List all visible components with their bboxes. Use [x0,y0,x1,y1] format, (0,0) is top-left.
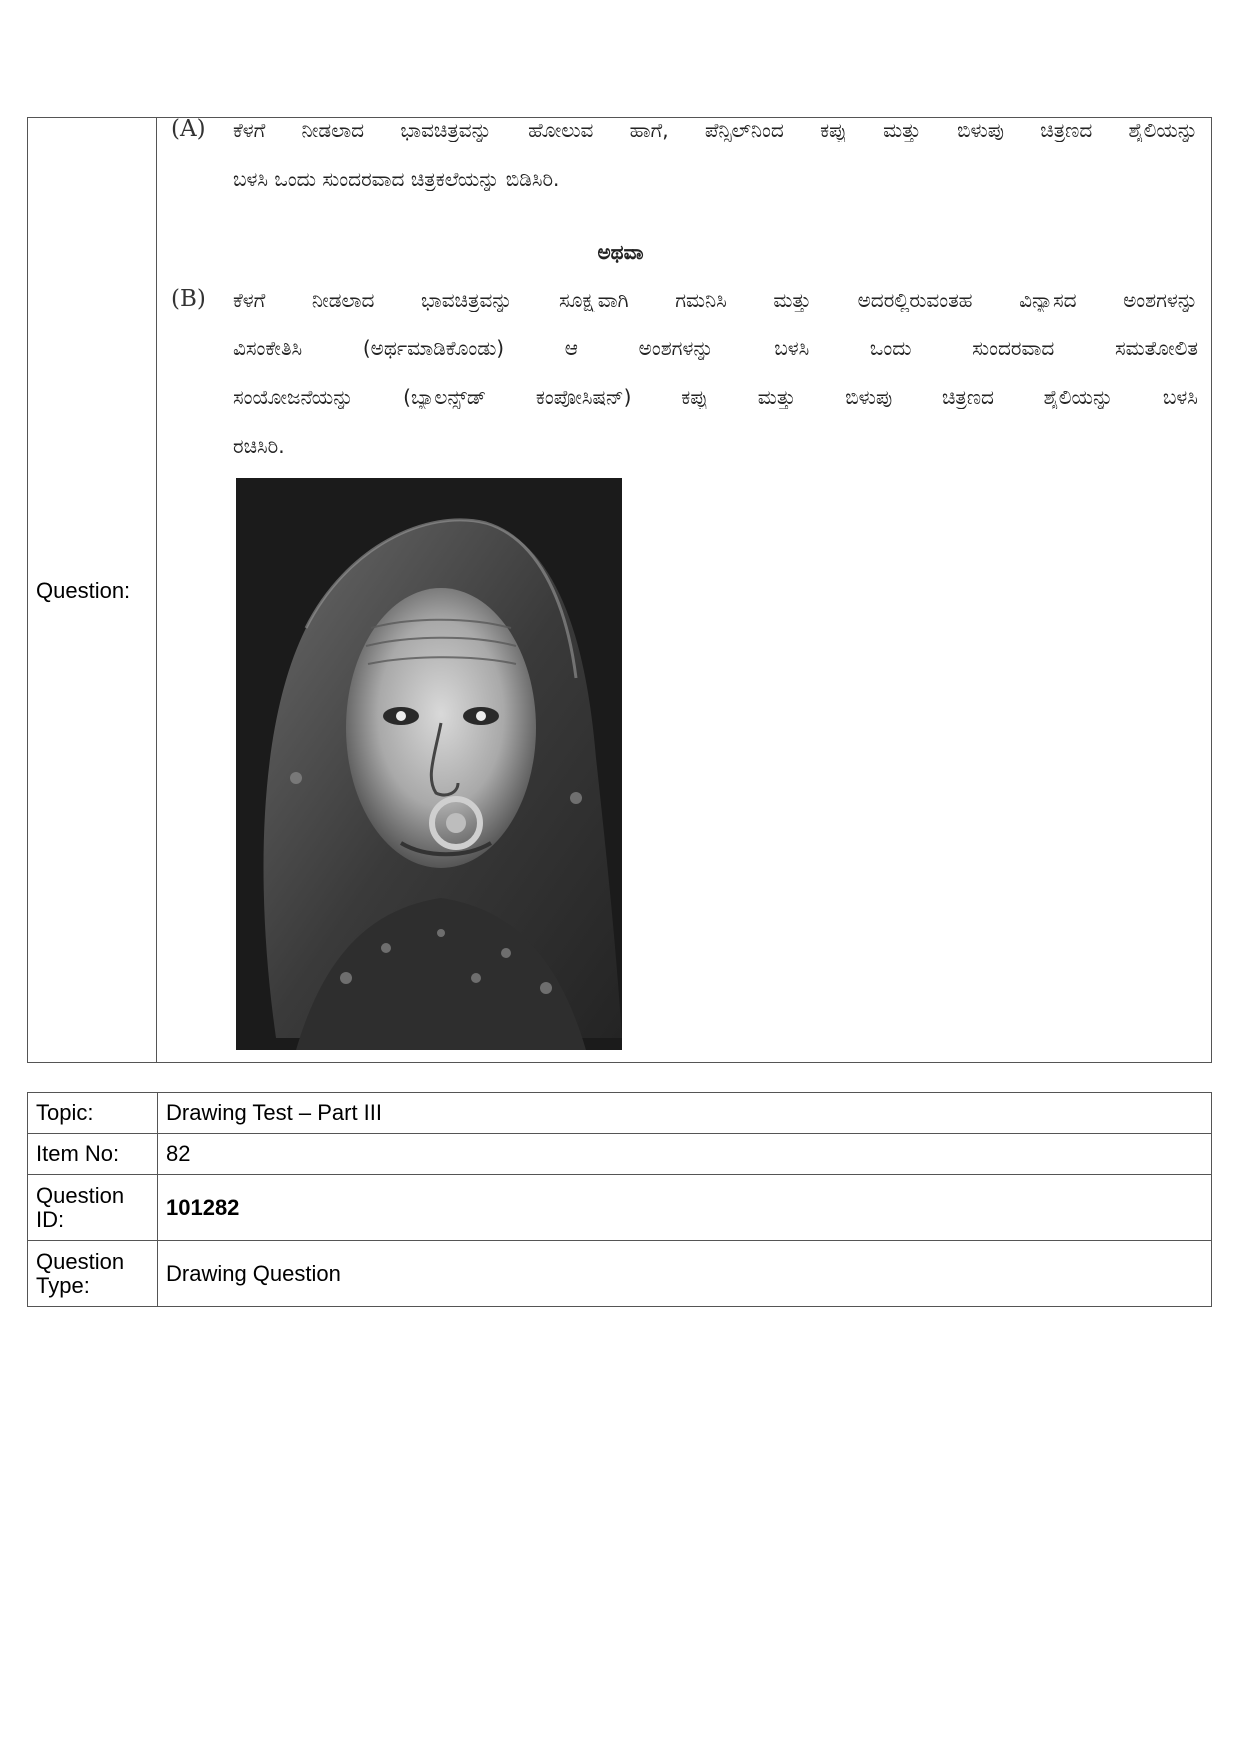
word: ಆ [564,336,578,360]
topic-value: Drawing Test – Part III [158,1093,1212,1134]
metadata-table [27,1092,1212,1307]
word: ಬಳಸಿ [774,336,810,360]
word: ಅಂಶಗಳನ್ನು [1123,288,1198,312]
word: ಸಮತೋಲಿತ [1115,336,1198,360]
question-type-label: Question Type: [28,1241,158,1307]
word: ವಿಸಂಕೇತಿಸಿ [233,336,303,360]
word: ಮತ್ತು [757,385,796,409]
word: ನೀಡಲಾದ [311,288,375,312]
word: ಶೈಲಿಯನ್ನು [1128,118,1198,142]
word: ಕಪ್ಪು [820,118,847,142]
word: ಭಾವಚಿತ್ರವನ್ನು [400,118,492,142]
word: (ಅರ್ಥಮಾಡಿಕೊಂಡು) [362,336,505,360]
word: ಸೂಕ್ಷ್ಮವಾಗಿ [559,288,629,312]
topic-label: Topic: [28,1093,158,1134]
word: ಸುಂದರವಾದ [972,336,1055,360]
word: ಕೆಳಗೆ [233,118,266,142]
option-b-line-1 [233,288,1198,312]
word: ಪೆನ್ಸಿಲ್‌ನಿಂದ [704,118,784,142]
word: ಅದರಲ್ಲಿರುವಂತಹ [857,288,973,312]
item-label: Item No: [28,1134,158,1175]
word: ಗಮನಿಸಿ [675,288,727,312]
question-id-row [28,1175,1212,1241]
word: ಬಿಳುಪು [957,118,1005,142]
option-a-line-2: ಬಳಸಿ ಒಂದು ಸುಂದರವಾದ ಚಿತ್ರಕಲೆಯನ್ನು ಬಿಡಿಸಿರಿ. [233,167,560,191]
word: ಸಂಯೋಜನೆಯನ್ನು [233,385,354,409]
word: ಹೋಲುವ [528,118,594,142]
question-id-value: 101282 [158,1175,1212,1241]
item-row [28,1134,1212,1175]
word: ಅಂಶಗಳನ್ನು [638,336,714,360]
word: ಮತ್ತು [883,118,921,142]
question-label: Question: [36,578,131,603]
question-box [27,117,1212,1063]
word: ವಿನ್ಯಾಸದ [1019,288,1077,312]
option-b-letter: (B) [171,286,206,312]
word: ನೀಡಲಾದ [301,118,365,142]
word: ಚಿತ್ರಣದ [941,385,994,409]
portrait-drawing [236,478,622,1050]
or-divider-text: ಅಥವಾ [597,240,644,264]
option-a-line-1 [233,118,1198,142]
word: ಕಪ್ಪು [681,385,709,409]
option-a-letter: (A) [171,116,206,142]
word: ಹಾಗೆ, [629,118,669,142]
word: (ಬ್ಯಾಲನ್ಸ್‌ಡ್ [403,385,487,409]
item-value: 82 [158,1134,1212,1175]
word: ಭಾವಚಿತ್ರವನ್ನು [421,288,513,312]
question-id-label: Question ID: [28,1175,158,1241]
question-type-row [28,1241,1212,1307]
word: ಬಿಳುಪು [845,385,893,409]
word: ಚಿತ್ರಣದ [1040,118,1093,142]
topic-row [28,1093,1212,1134]
word: ಒಂದು [869,336,912,360]
word: ಬಳಸಿ [1162,385,1198,409]
word: ಶೈಲಿಯನ್ನು [1043,385,1114,409]
word: ಕೆಳಗೆ [233,288,266,312]
option-b-line-4: ರಚಿಸಿರಿ. [233,434,285,458]
portrait-image [236,478,622,1050]
option-b-line-3 [233,385,1198,409]
word: ಕಂಪೋಸಿಷನ್) [535,385,632,409]
question-type-value: Drawing Question [158,1241,1212,1307]
option-b-line-2 [233,336,1198,360]
word: ಮತ್ತು [773,288,812,312]
